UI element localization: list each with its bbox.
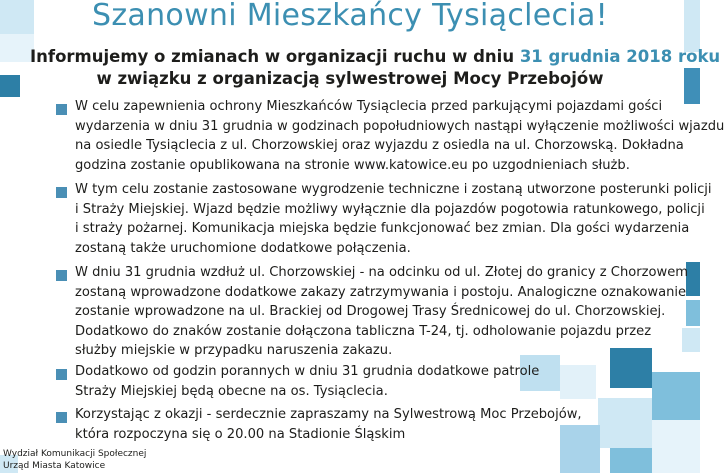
- bullet-square-icon: [56, 412, 67, 423]
- paragraph-line: i Straży Miejskiej. Wjazd będzie możliwy wyłącznie dla pojazdów pogotowia ratunkowego, policji: [75, 201, 705, 217]
- decor-square: [0, 34, 34, 62]
- paragraph-line: W celu zapewnienia ochrony Mieszkańców Tysiąclecia przed parkującymi pojazdami gości: [75, 99, 663, 114]
- paragraph-line: zostanie wprowadzone na ul. Brackiej od Drogowej Trasy Średnicowej do ul. Chorzowskiej.: [75, 304, 666, 319]
- info-paragraph: [75, 180, 712, 258]
- paragraph-line: Dodatkowo do znaków zostanie dołączona tabliczna T-24, tj. odholowanie pojazdu przez: [75, 323, 652, 339]
- paragraph-line: na osiedle Tysiąclecia z ul. Chorzowskiej oraz wyjazdu z osiedla na ul. Chorzowską. Dokładna: [75, 138, 684, 153]
- paragraph-line: która rozpoczyna się o 20.00 na Stadionie Śląskim: [75, 426, 406, 442]
- subtitle-line-1: [30, 47, 721, 66]
- page-title: Szanowni Mieszkańcy Tysiąclecia!: [92, 0, 608, 33]
- bullet-square-icon: [56, 270, 67, 281]
- paragraph-line: W tym celu zostanie zastosowane wygrodzenie techniczne i zostaną utworzone posterunki policji: [75, 182, 712, 197]
- footer-line: Urząd Miasta Katowice: [3, 461, 106, 471]
- info-paragraph: [75, 362, 700, 401]
- footer-department: [3, 448, 146, 472]
- info-paragraph: [75, 263, 700, 361]
- decor-square: [0, 75, 20, 97]
- event-date: 31 grudnia 2018 roku: [519, 47, 721, 66]
- paragraph-line: i straży pożarnej. Komunikacja miejska będzie funkcjonować bez zmian. Dla gości wydarzenia: [75, 221, 690, 236]
- bullet-square-icon: [56, 104, 67, 115]
- subtitle-line-2: w związku z organizacją sylwestrowej Mocy Przebojów: [96, 69, 604, 88]
- subtitle-text: Informujemy o zmianach w organizacji ruchu w dniu: [30, 47, 520, 66]
- paragraph-line: wydarzenia w dniu 31 grudnia w godzinach popołudniowych nastąpi wyłączenie możliwości wjazdu: [75, 118, 724, 134]
- paragraph-line: zostaną wprowadzone dodatkowe zakazy zatrzymywania i postoju. Analogiczne oznakowanie: [75, 284, 687, 300]
- bullet-square-icon: [56, 369, 67, 380]
- footer-line: Wydział Komunikacji Społecznej: [3, 449, 147, 459]
- paragraph-line: Dodatkowo od godzin porannych w dniu 31 grudnia dodatkowe patrole: [75, 364, 540, 379]
- info-paragraph: [75, 97, 724, 175]
- paragraph-line: godzina zostanie opublikowana na stronie www.katowice.eu po uzgodnieniach służb.: [75, 157, 630, 173]
- bullet-square-icon: [56, 187, 67, 198]
- info-paragraph: [75, 405, 700, 444]
- paragraph-line: W dniu 31 grudnia wzdłuż ul. Chorzowskiej - na odcinku od ul. Złotej do granicy z Chorzowem: [75, 265, 689, 280]
- decor-square: [610, 448, 652, 473]
- paragraph-line: Straży Miejskiej będą obecne na os. Tysiąclecia.: [75, 383, 388, 399]
- paragraph-line: Korzystając z okazji - serdecznie zapraszamy na Sylwestrową Moc Przebojów,: [75, 407, 582, 422]
- paragraph-line: zostaną także uruchomione dodatkowe połączenia.: [75, 240, 411, 256]
- paragraph-line: służby miejskie w przypadku naruszenia zakazu.: [75, 343, 393, 358]
